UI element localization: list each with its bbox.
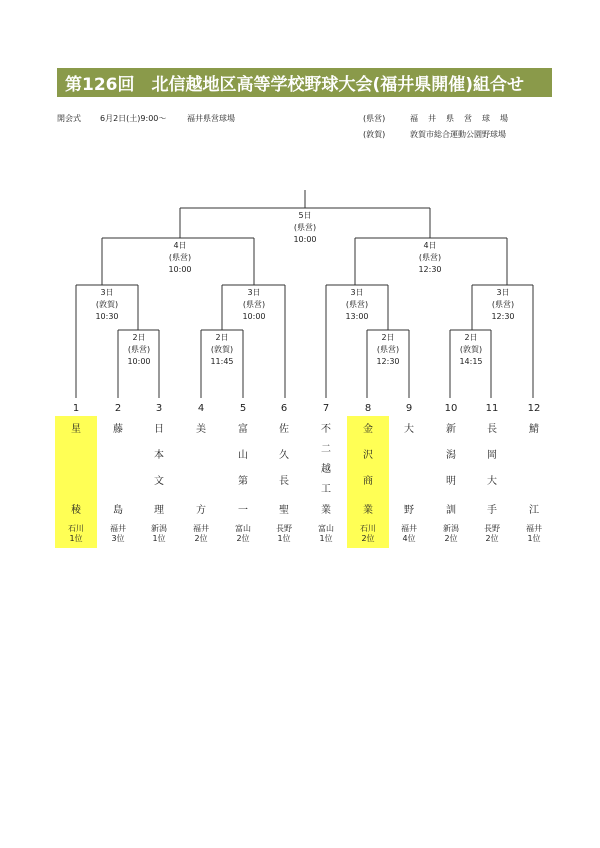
seed-number: 9 bbox=[405, 403, 413, 414]
ceremony-label: 開会式 bbox=[57, 114, 81, 123]
team-pref: 福井 4位 bbox=[401, 524, 417, 543]
match-r1d: 2日 (敦賀) 14:15 bbox=[459, 333, 483, 366]
team-pref: 新潟 1位 bbox=[151, 524, 167, 543]
ceremony-datetime: 6月2日(土)9:00～ bbox=[100, 114, 167, 123]
match-qf4: 3日 (県営) 12:30 bbox=[491, 288, 515, 321]
match-semi-left: 4日 (県営) 10:00 bbox=[168, 241, 192, 274]
match-r1a: 2日 (県営) 10:00 bbox=[127, 333, 151, 366]
page-title: 第126回 北信越地区高等学校野球大会(福井県開催)組合せ bbox=[57, 68, 552, 97]
team-pref: 長野 1位 bbox=[276, 524, 292, 543]
match-r1b: 2日 (敦賀) 11:45 bbox=[210, 333, 234, 366]
seed-number: 5 bbox=[239, 403, 247, 414]
team-pref: 石川 1位 bbox=[68, 524, 84, 543]
seed-number: 3 bbox=[155, 403, 163, 414]
venue-name-1: 福 井 県 営 球 場 bbox=[410, 114, 509, 123]
seed-number: 8 bbox=[364, 403, 372, 414]
seed-number: 6 bbox=[280, 403, 288, 414]
match-qf3: 3日 (県営) 13:00 bbox=[345, 288, 369, 321]
match-semi-right: 4日 (県営) 12:30 bbox=[418, 241, 442, 274]
venue-abbr-2: (敦賀) bbox=[363, 130, 386, 139]
ceremony-venue: 福井県営球場 bbox=[187, 114, 235, 123]
seed-number: 10 bbox=[444, 403, 458, 414]
match-final: 5日 (県営) 10:00 bbox=[293, 211, 317, 244]
seed-number: 7 bbox=[322, 403, 330, 414]
team-pref: 富山 1位 bbox=[318, 524, 334, 543]
venue-name-2: 敦賀市総合運動公園野球場 bbox=[410, 130, 506, 139]
team-pref: 福井 1位 bbox=[526, 524, 542, 543]
team-pref: 石川 2位 bbox=[360, 524, 376, 543]
team-pref: 長野 2位 bbox=[484, 524, 500, 543]
seed-number: 2 bbox=[114, 403, 122, 414]
seed-number: 12 bbox=[527, 403, 541, 414]
seed-number: 4 bbox=[197, 403, 205, 414]
seed-number: 11 bbox=[485, 403, 499, 414]
venue-abbr-1: (県営) bbox=[363, 114, 386, 123]
team-pref: 福井 3位 bbox=[110, 524, 126, 543]
team-pref: 新潟 2位 bbox=[443, 524, 459, 543]
seed-number: 1 bbox=[72, 403, 80, 414]
match-qf1: 3日 (敦賀) 10:30 bbox=[95, 288, 119, 321]
team-pref: 福井 2位 bbox=[193, 524, 209, 543]
match-r1c: 2日 (県営) 12:30 bbox=[376, 333, 400, 366]
team-pref: 富山 2位 bbox=[235, 524, 251, 543]
match-qf2: 3日 (県営) 10:00 bbox=[242, 288, 266, 321]
